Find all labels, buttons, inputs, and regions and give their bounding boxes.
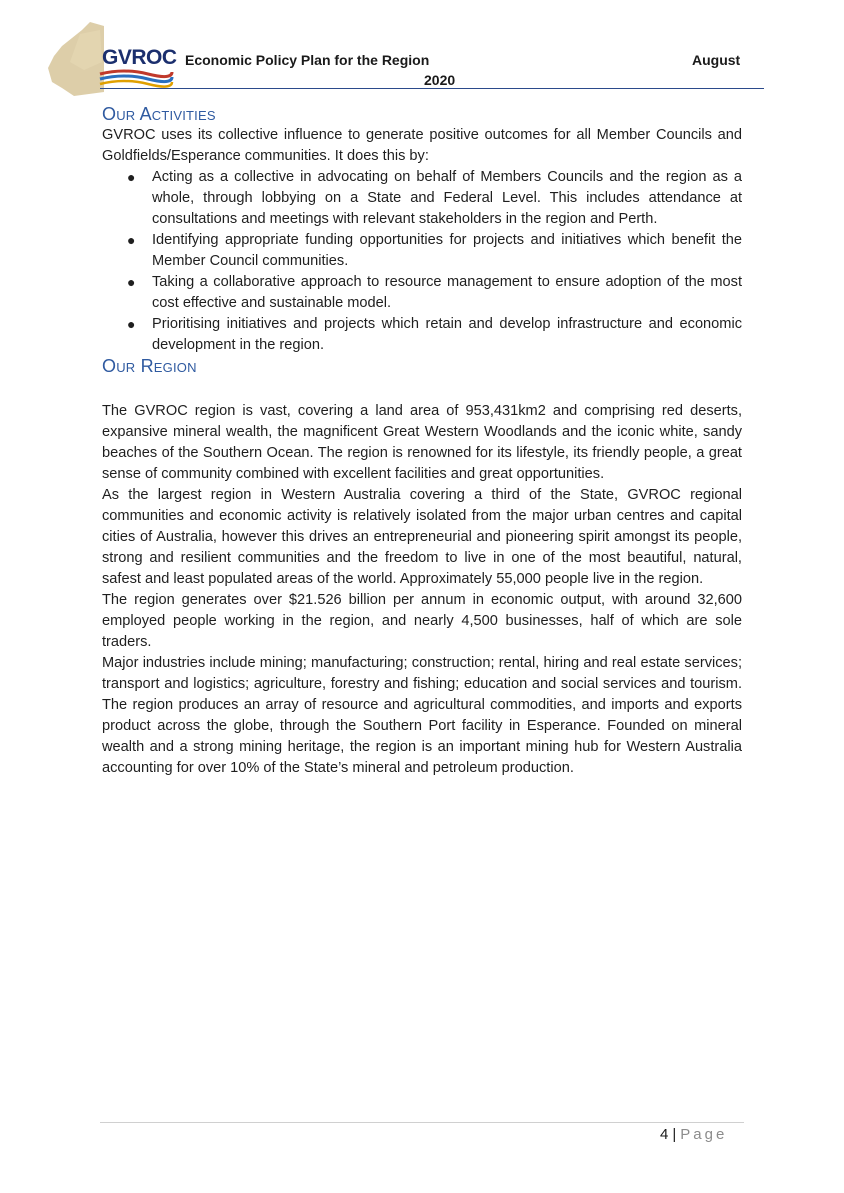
list-item: ● Taking a collaborative approach to resource management to ensure adoption of the most cost effective and sustainable model.	[127, 274, 742, 311]
list-item: ● Prioritising initiatives and projects which retain and develop infrastructure and economic development in the region.	[127, 316, 742, 353]
section-heading-activities: Our Activities	[102, 104, 216, 124]
header-divider	[100, 88, 764, 89]
list-item: ● Acting as a collective in advocating on behalf of Members Councils and the region as a whole, through lobbying on a State and Federal Level. This includes attendance at consultations and meetings with relevant stakeholders in the region and Perth.	[127, 169, 742, 227]
region-paragraph: The GVROC region is vast, covering a land area of 953,431km2 and comprising red deserts, expansive mineral wealth, the magnificent Great Western Woodlands and the iconic white, sandy beaches of the Southern Ocean. The region is renowned for its lifestyle, its friendly people, a great sense of community combined with excellent facilities and great opportunities.	[102, 403, 742, 482]
bullet-icon: ●	[127, 274, 136, 290]
list-item: ● Identifying appropriate funding opportunities for projects and initiatives which benefit the Member Council communities.	[127, 232, 742, 269]
footer-separator: |	[672, 1126, 677, 1143]
activities-list	[102, 167, 742, 356]
bullet-icon: ●	[127, 316, 136, 332]
activities-intro: GVROC uses its collective influence to generate positive outcomes for all Member Councils and Goldfields/Esperance communities. It does this by:	[102, 127, 742, 164]
bullet-icon: ●	[127, 169, 136, 185]
page-label: Page	[680, 1126, 728, 1143]
page-footer	[660, 1126, 727, 1143]
page-number: 4	[660, 1126, 669, 1143]
document-year: 2020	[424, 72, 456, 88]
section-heading-region: Our Region	[102, 356, 197, 376]
logo-wordmark: GVROC	[102, 46, 177, 69]
document-month: August	[692, 52, 741, 68]
page-content	[102, 104, 742, 779]
region-paragraph: Major industries include mining; manufacturing; construction; rental, hiring and real estate services; transport and logistics; agriculture, forestry and fishing; education and social services and tourism. The region produces an array of resource and agricultural commodities, and imports and exports product across the globe, through the Southern Port facility in Esperance. Founded on mineral wealth and a strong mining heritage, the region is an important mining hub for Western Australia accounting for over 10% of the State’s mineral and petroleum production.	[102, 655, 742, 776]
footer-divider	[100, 1122, 744, 1123]
document-title: Economic Policy Plan for the Region	[185, 52, 430, 68]
region-paragraph: The region generates over $21.526 billion per annum in economic output, with around 32,600 employed people working in the region, and nearly 4,500 businesses, half of which are sole traders.	[102, 592, 742, 650]
page-header	[0, 0, 844, 100]
region-paragraph: As the largest region in Western Australia covering a third of the State, GVROC regional communities and economic activity is relatively isolated from the major urban centres and capital cities of Australia, however this drives an entrepreneurial and pioneering spirit amongst its people, strong and resilient communities and the freedom to live in one of the most beautiful, natural, safest and least populated areas of the world. Approximately 55,000 people live in the region.	[102, 487, 742, 587]
bullet-icon: ●	[127, 232, 136, 248]
